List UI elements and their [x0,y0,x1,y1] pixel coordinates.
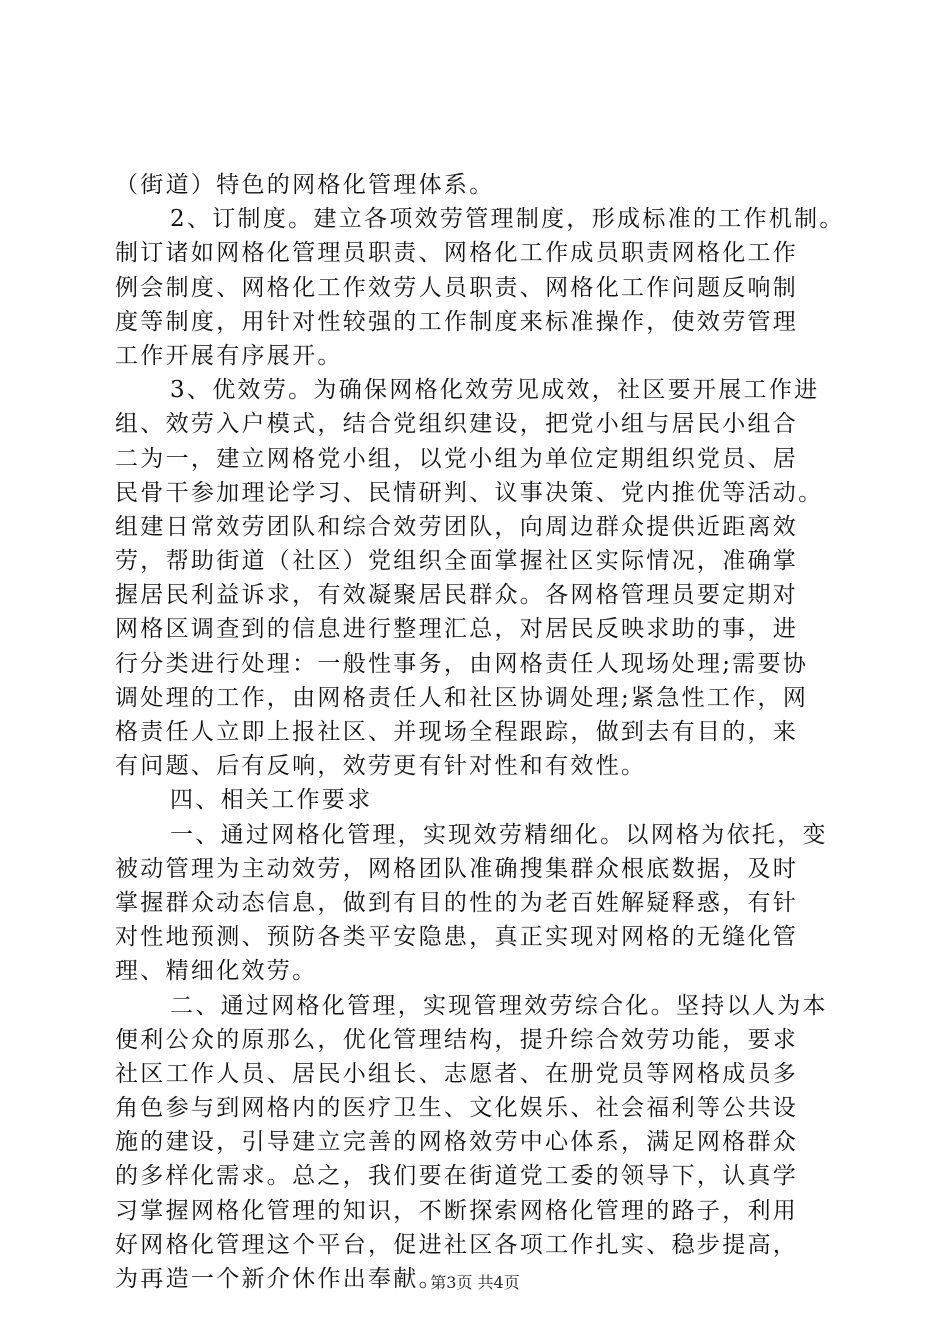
text-line: 网格区调查到的信息进行整理汇总，对居民反映求助的事，进 [115,616,799,643]
document-body [115,168,850,1296]
text-line: （街道）特色的网格化管理体系。 [115,172,495,198]
text-line: 好网格化管理这个平台，促进社区各项工作扎实、稳步提高， [115,1231,799,1258]
text-line: 制订诸如网格化管理员职责、网格化工作成员职责网格化工作 [115,240,799,267]
text-line: 一、通过网格化管理，实现效劳精细化。以网格为依托，变 [170,821,828,848]
text-line: 的多样化需求。总之，我们要在街道党工委的领导下，认真学 [115,1163,799,1190]
text-line: 握居民利益诉求，有效凝聚居民群众。各网格管理员要定期对 [115,582,799,609]
text-line: 度等制度，用针对性较强的工作制度来标准操作，使效劳管理 [115,308,799,335]
text-line: 例会制度、网格化工作效劳人员职责、网格化工作问题反响制 [115,274,799,301]
page-footer: 第3页 共4页 [430,1273,520,1292]
text-line: 民骨干参加理论学习、民情研判、议事决策、党内推优等活动。 [115,479,824,506]
text-line: 对性地预测、预防各类平安隐患，真正实现对网格的无缝化管 [115,924,799,951]
text-line: 行分类进行处理：一般性事务，由网格责任人现场处理;需要协 [115,650,809,677]
text-line: 3、优效劳。为确保网格化效劳见成效，社区要开展工作进 [170,377,820,404]
text-line: 2、订制度。建立各项效劳管理制度，形成标准的工作机制。 [170,206,845,233]
text-line: 为再造一个新介休作出奉献。 [115,1266,444,1292]
text-line: 角色参与到网格内的医疗卫生、文化娱乐、社会福利等公共设 [115,1095,799,1122]
text-line: 理、精细化效劳。 [115,958,318,985]
text-line: 工作开展有序展开。 [115,342,343,369]
text-line: 社区工作人员、居民小组长、志愿者、在册党员等网格成员多 [115,1060,799,1087]
text-line: 组建日常效劳团队和综合效劳团队，向周边群众提供近距离效 [115,513,799,540]
text-line: 二为一，建立网格党小组，以党小组为单位定期组织党员、居 [115,445,799,472]
text-line: 施的建设，引导建立完善的网格效劳中心体系，满足网格群众 [115,1129,799,1156]
text-line: 调处理的工作，由网格责任人和社区协调处理;紧急性工作，网 [115,684,809,711]
text-line: 便利公众的原那么，优化管理结构，提升综合效劳功能，要求 [115,1026,799,1053]
text-line: 劳，帮助街道（社区）党组织全面掌握社区实际情况，准确掌 [115,548,799,575]
text-line: 习掌握网格化管理的知识，不断探索网格化管理的路子，利用 [115,1197,799,1224]
text-line: 四、相关工作要求 [170,787,373,814]
text-line: 二、通过网格化管理，实现管理效劳综合化。坚持以人为本 [170,992,828,1019]
text-line: 有问题、后有反响，效劳更有针对性和有效性。 [115,753,647,780]
text-line: 格责任人立即上报社区、并现场全程跟踪，做到去有目的，来 [115,719,799,745]
text-line: 被动管理为主动效劳，网格团队准确搜集群众根底数据，及时 [115,855,799,882]
text-line: 掌握群众动态信息，做到有目的性的为老百姓解疑释惑，有针 [115,889,799,916]
text-line: 组、效劳入户模式，结合党组织建设，把党小组与居民小组合 [115,411,799,438]
